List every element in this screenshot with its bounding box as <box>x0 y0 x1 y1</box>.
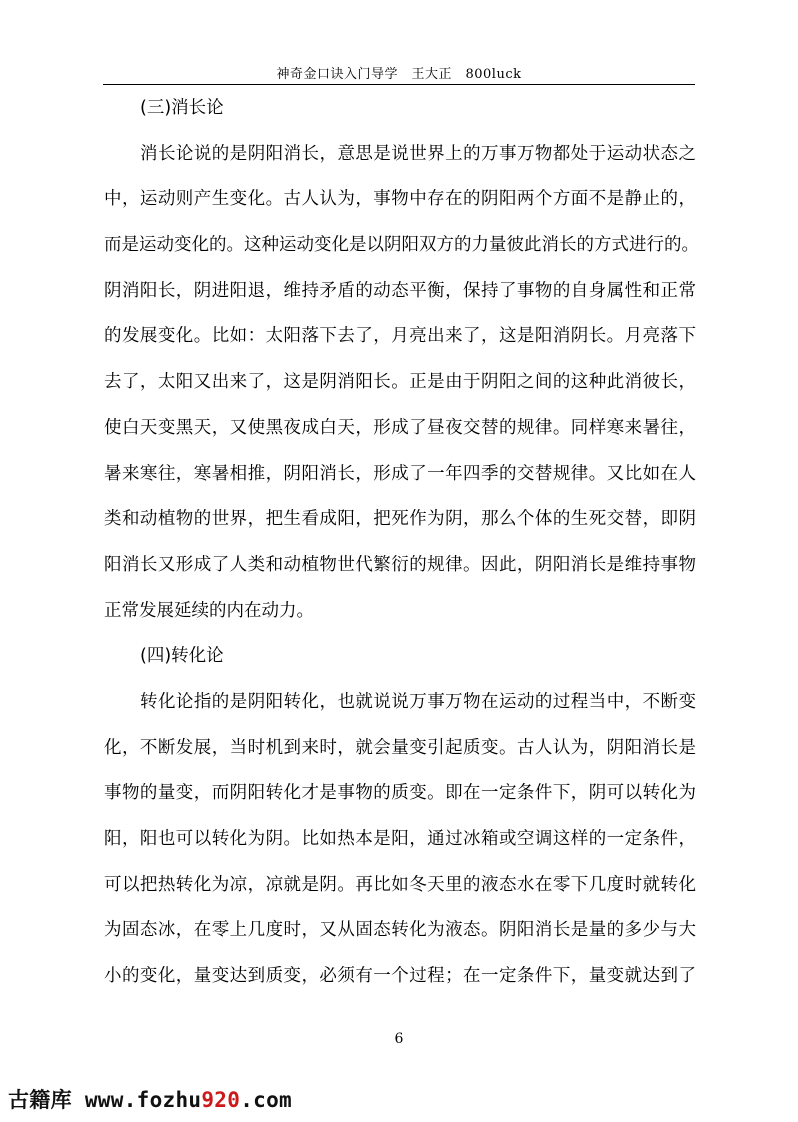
site-watermark <box>8 1084 292 1114</box>
paragraph-line: 正常发展延续的内在动力。 <box>104 600 314 621</box>
paragraph-line: 暑来寒往，寒暑相推，阴阳消长，形成了一年四季的交替规律。又比如在人 <box>104 463 696 484</box>
document-body <box>104 91 699 993</box>
section-heading-xiaozhang: (三)消长论 <box>140 98 224 118</box>
paragraph-line: 消长论说的是阴阳消长，意思是说世界上的万事万物都处于运动状态之 <box>140 143 696 164</box>
paragraph-line: 的发展变化。比如：太阳落下去了，月亮出来了，这是阳消阴长。月亮落下 <box>104 326 696 347</box>
paragraph-line: 阳，阳也可以转化为阴。比如热本是阳，通过冰箱或空调这样的一定条件， <box>104 829 696 849</box>
watermark-url-number: 920 <box>201 1088 241 1112</box>
paragraph-line: 而是运动变化的。这种运动变化是以阴阳双方的力量彼此消长的方式进行的。 <box>104 235 699 256</box>
section-heading-zhuanhua: (四)转化论 <box>140 646 224 667</box>
paragraph-line: 化，不断发展，当时机到来时，就会量变引起质变。古人认为，阴阳消长是 <box>104 737 696 758</box>
paragraph-line: 可以把热转化为凉，凉就是阴。再比如冬天里的液态水在零下几度时就转化 <box>104 874 696 895</box>
watermark-url-suffix: .com <box>240 1088 292 1112</box>
paragraph-line: 中，运动则产生变化。古人认为，事物中存在的阴阳两个方面不是静止的， <box>104 189 696 210</box>
header-divider <box>103 84 695 85</box>
page-number: 6 <box>394 1031 404 1047</box>
paragraph-line: 阴消阳长，阴进阳退，维持矛盾的动态平衡，保持了事物的自身属性和正常 <box>104 280 696 301</box>
watermark-url-prefix: www.fozhu <box>84 1088 202 1112</box>
watermark-site-name: 古籍库 <box>8 1088 72 1112</box>
paragraph-line: 使白天变黑天，又使黑夜成白天，形成了昼夜交替的规律。同样寒来暑往， <box>104 417 696 438</box>
paragraph-line: 小的变化，量变达到质变，必须有一个过程；在一定条件下，量变就达到了 <box>104 966 696 987</box>
paragraph-line: 阳消长又形成了人类和动植物世代繁衍的规律。因此，阴阳消长是维持事物 <box>104 554 696 575</box>
paragraph-line: 为固态冰，在零上几度时，又从固态转化为液态。阴阳消长是量的多少与大 <box>104 920 696 941</box>
paragraph-line: 去了，太阳又出来了，这是阴消阳长。正是由于阴阳之间的这种此消彼长， <box>104 372 696 393</box>
running-header: 神奇金口诀入门导学 王大正 800luck <box>276 67 522 82</box>
paragraph-line: 转化论指的是阴阳转化，也就说说万事万物在运动的过程当中，不断变 <box>140 691 696 712</box>
paragraph-line: 类和动植物的世界，把生看成阳，把死作为阴，那么个体的生死交替，即阴 <box>104 509 696 530</box>
paragraph-line: 事物的量变，而阴阳转化才是事物的质变。即在一定条件下，阴可以转化为 <box>104 783 696 804</box>
